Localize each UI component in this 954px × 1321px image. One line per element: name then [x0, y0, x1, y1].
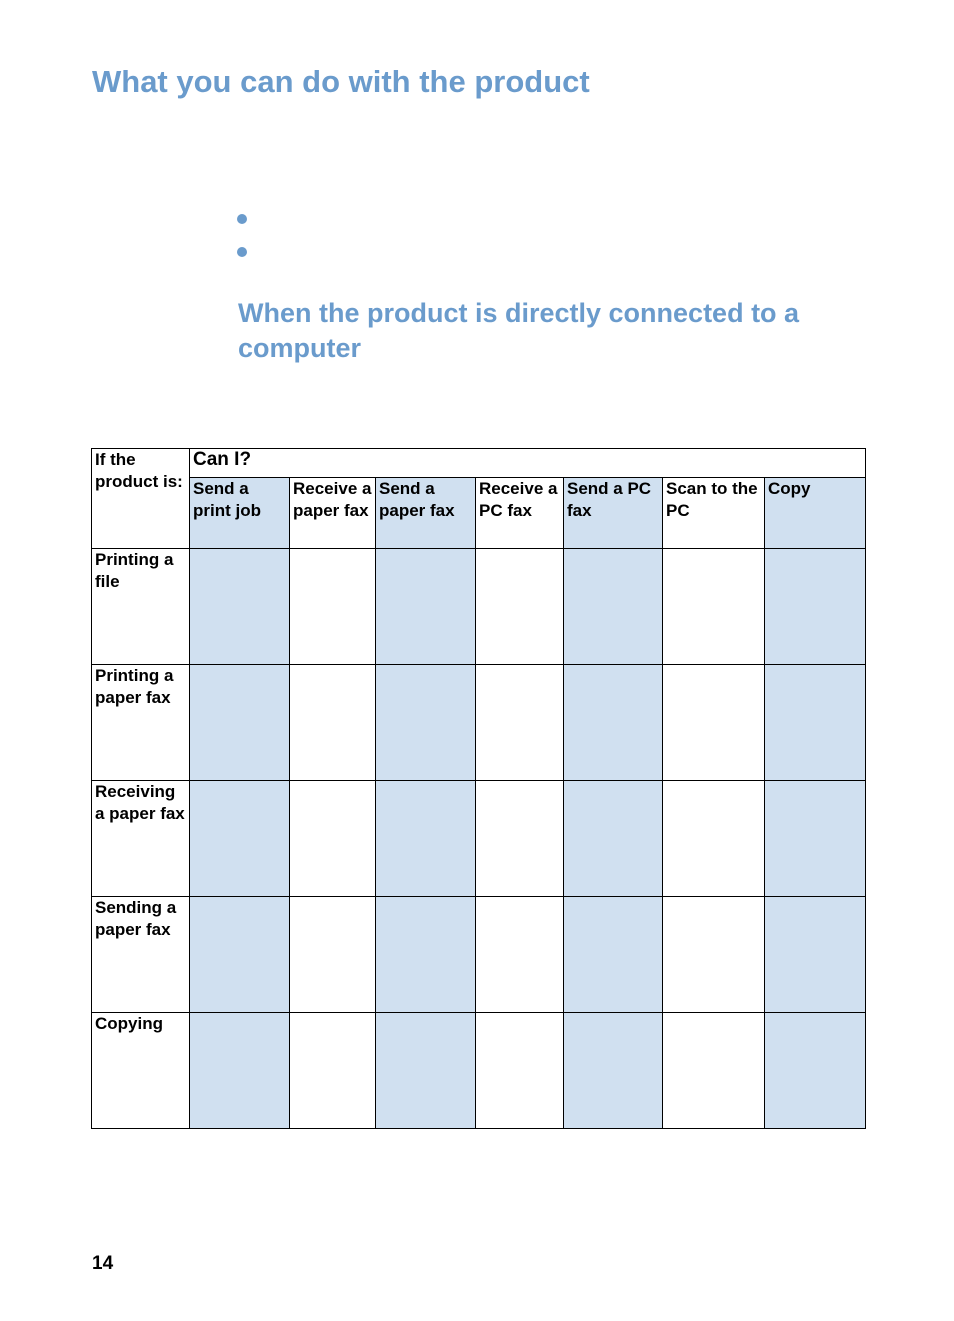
- table-row: [92, 549, 866, 665]
- table-cell: [290, 1013, 376, 1129]
- table-cell: [476, 549, 564, 665]
- row-header: Printing a paper fax: [92, 665, 190, 781]
- table-cell: [564, 897, 663, 1013]
- table-cell: [190, 1013, 290, 1129]
- table-row: [92, 781, 866, 897]
- table-cell: [290, 665, 376, 781]
- table-cell: [376, 897, 476, 1013]
- bullet-list: [237, 206, 257, 280]
- table-cell: [476, 665, 564, 781]
- row-header: Receiving a paper fax: [92, 781, 190, 897]
- table-cell: [564, 665, 663, 781]
- table-cell: [663, 1013, 765, 1129]
- row-header: Printing a file: [92, 549, 190, 665]
- table-cell: [663, 549, 765, 665]
- table-cell: [765, 549, 866, 665]
- corner-label: If the product is:: [92, 449, 190, 549]
- row-header: Copying: [92, 1013, 190, 1129]
- table-cell: [765, 1013, 866, 1129]
- bullet-icon: [237, 247, 247, 257]
- capability-table: [91, 448, 866, 1129]
- table-cell: [290, 549, 376, 665]
- table-cell: [190, 781, 290, 897]
- table-cell: [476, 1013, 564, 1129]
- table-cell: [290, 897, 376, 1013]
- row-header: Sending a paper fax: [92, 897, 190, 1013]
- page-title: What you can do with the product: [92, 64, 590, 99]
- table-cell: [476, 781, 564, 897]
- table-cell: [765, 897, 866, 1013]
- table-cell: [376, 665, 476, 781]
- table-cell: [663, 665, 765, 781]
- column-header: Scan to the PC: [663, 478, 765, 549]
- column-header: Send a paper fax: [376, 478, 476, 549]
- column-header: Receive a paper fax: [290, 478, 376, 549]
- table-cell: [376, 549, 476, 665]
- table-cell: [476, 897, 564, 1013]
- table-row: [92, 897, 866, 1013]
- table-cell: [290, 781, 376, 897]
- table-cell: [564, 781, 663, 897]
- column-header: Copy: [765, 478, 866, 549]
- table-cell: [190, 665, 290, 781]
- table-cell: [765, 781, 866, 897]
- table-cell: [564, 1013, 663, 1129]
- table-cell: [765, 665, 866, 781]
- page-number: 14: [92, 1253, 114, 1274]
- section-title: When the product is directly connected to a computer: [238, 298, 800, 363]
- table-row: [92, 665, 866, 781]
- table-cell: [663, 781, 765, 897]
- table-cell: [190, 549, 290, 665]
- group-label: Can I?: [190, 449, 866, 478]
- column-header: Send a PC fax: [564, 478, 663, 549]
- table-cell: [376, 781, 476, 897]
- table-cell: [663, 897, 765, 1013]
- table-cell: [190, 897, 290, 1013]
- column-header: Receive a PC fax: [476, 478, 564, 549]
- table-cell: [564, 549, 663, 665]
- bullet-icon: [237, 214, 247, 224]
- column-header: Send a print job: [190, 478, 290, 549]
- table-row: [92, 1013, 866, 1129]
- table-cell: [376, 1013, 476, 1129]
